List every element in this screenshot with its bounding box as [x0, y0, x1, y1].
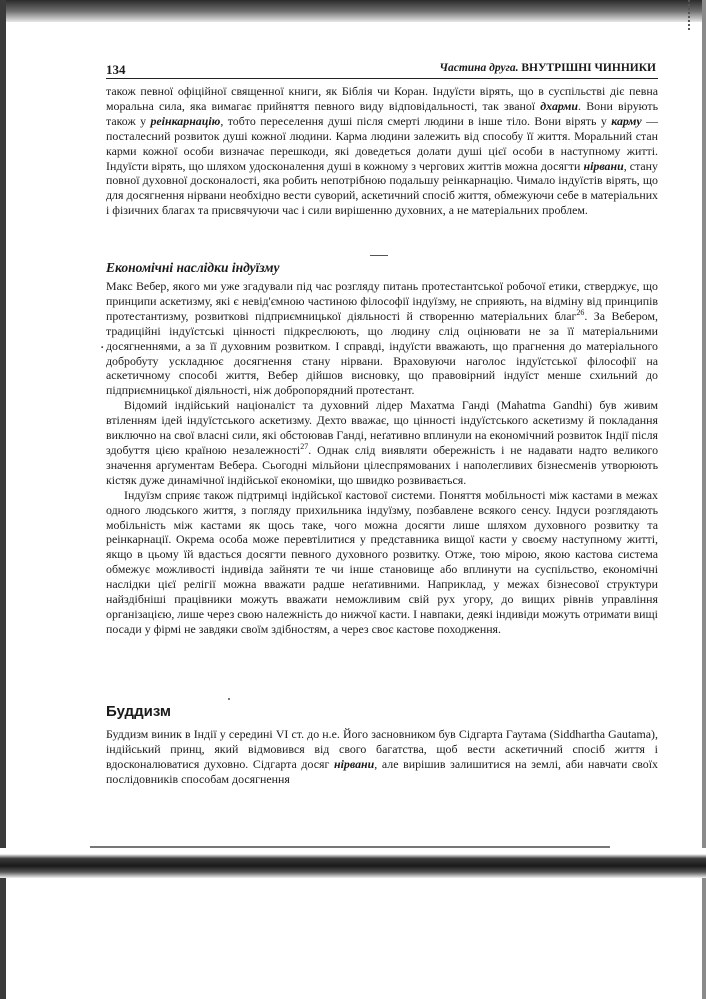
intro-text: [106, 84, 658, 218]
term-reincarnation: реінкарнацію: [150, 113, 221, 128]
text-run: Відомий індійський націоналіст та духовний лідер Махатма Ганді (Mahatma Gandhi) був живим втіленням ідей індуїстського аскетизму. Дехто вважає, що цінності індуїстського аскетизму й покладання виключно на свої власні сили, які обстоював Ганді, неґативно вплинули на економічний розвиток Індії після здобуття цією країною незалежності: [106, 398, 658, 457]
text-run: також певної офіційної священної книги, як Біблія чи Коран. Індуїсти вірять, що в суспільстві діє певна моральна сила, яка вимагає прийняття певного виду відповідальності, так званої: [106, 84, 658, 113]
paragraph: [106, 727, 658, 787]
footnote-ref: 26: [576, 307, 585, 317]
term-karma: карму: [611, 113, 642, 128]
section-separator: [370, 255, 388, 256]
text-run: . Вони вірують також у: [106, 98, 658, 128]
footnote-ref: 27: [300, 442, 309, 451]
economic-text: [106, 279, 658, 637]
intro-paragraph: [106, 84, 658, 218]
paragraph: Індуїзм сприяє також підтримці індійської кастової системи. Поняття мобільності між кастами в межах одного людського життя, з погляду прихильника індуїзму, позбавлене всякого сенсу. Індуси розглядають мобільність між кастами як щось таке, чого можна досягти лише шляхом духовного розвитку та реінкарнації. Окрема особа може перевтілитися у представника вищої касти у своєму наступному житті, якщо в цьому їй вдасться досягти певного духовного розвитку. Отже, тою мірою, якою кастова система обмежує можливості індивіда зайняти те чи інше становище або вплинути на суспільство, економічні наслідки цієї релігії можна вважати радше неґативними. Наприклад, у межах бізнесової структури найздібніші працівники можуть вважати неможливим свій рух угору, до вищих рівнів управління організацією, лише через свою належність до нижчої касти. І навпаки, деякі індивіди можуть отримати вищі посади у фірмі не завдяки своїм здібностям, а через своє кастове походження.: [106, 487, 658, 636]
page-number: 134: [106, 62, 126, 77]
term-nirvana: нірвани: [334, 756, 375, 771]
running-title: [439, 62, 656, 74]
text-run: , тобто переселення душі після смерті людини в інше тіло. Вони вірять у: [220, 113, 612, 128]
running-head: [106, 60, 658, 79]
part-label: Частина друга.: [439, 62, 519, 74]
buddhism-text: [106, 727, 658, 787]
text-run: — посталесний розвиток душі кожної людини. Карма людини залежить від способу її життя. Моральний стан карми кожної особи визначає перешкоди, які доведеться долати душі цієї особи в наступному житті. Індуїсти вірять, що шляхом удосконалення душі в кожному з чергових життів можна досягти: [106, 113, 658, 173]
text-run: . За Вебером, традиційні індуїстські цінності підкреслюють, що людину слід оцінювати не за її матеріальними досягненнями, а за її духовним розвитком. І справді, індуїсти вважають, що прагнення до матеріального добробуту ускладнює досягнення стану нірвани. Враховуючи наголос індуїстської філософії на аскетичному способі життя, Вебер дійшов висновку, що правовірний індуїст менше схильний до підприємницької діяльності, ніж добропорядний протестант.: [106, 308, 658, 398]
section-label: ВНУТРІШНІ ЧИННИКИ: [521, 62, 656, 74]
text-run: . Однак слід виявляти обережність і не надавати надто великого значення арґументам Вебера. Сьогодні мільйони цілеспрямованих і наполегливих бізнесменів утворюють кістяк дуже динамічної індійської економіки, що швидко розвивається.: [106, 442, 659, 487]
scan-fleck: [228, 698, 230, 700]
section-heading-economic: Економічні наслідки індуїзму: [106, 260, 280, 275]
text-run: , але вирішив залишитися на землі, аби навчати своїх послідовників способам досягнення: [106, 756, 658, 786]
margin-mark: ·: [100, 340, 105, 356]
section-heading-buddhism: Буддизм: [106, 703, 171, 720]
text-run: , стану повної духовної досконалості, яка робить непотрібною подальшу реінкарнацію. Чимало індуїстів вірять, що для досягнення нірвани необхідно вести суворий, аскетичний спосіб життя, обмежуючи себе в матеріальних і фізичних благах та присвячуючи час і сили вирішенню духовних, а не матеріальних проблем.: [106, 158, 658, 218]
paragraph: [106, 398, 658, 487]
text-run: Буддизм виник в Індії у середині VI ст. до н.е. Його засновником був Сідгарта Гаутама (Siddhartha Gautama), індійський принц, який відмовився від свого багатства, щоб вести аскетичний спосіб життя і вдосконалюватися духовно. Сідгарта досяг: [106, 727, 658, 771]
text-run: Макс Вебер, якого ми уже згадували під час розгляду питань протестантської робочої етики, стверджує, що принципи аскетизму, які є невід'ємною частиною філософії індуїзму, не сприяють, на відміну від принципів протестантизму, розвиткові підприємницької діяльності й створенню матеріальних благ: [106, 279, 658, 323]
term-nirvana: нірвани: [583, 158, 624, 173]
paragraph: [106, 279, 658, 398]
term-dharma: дхарми: [540, 98, 579, 113]
